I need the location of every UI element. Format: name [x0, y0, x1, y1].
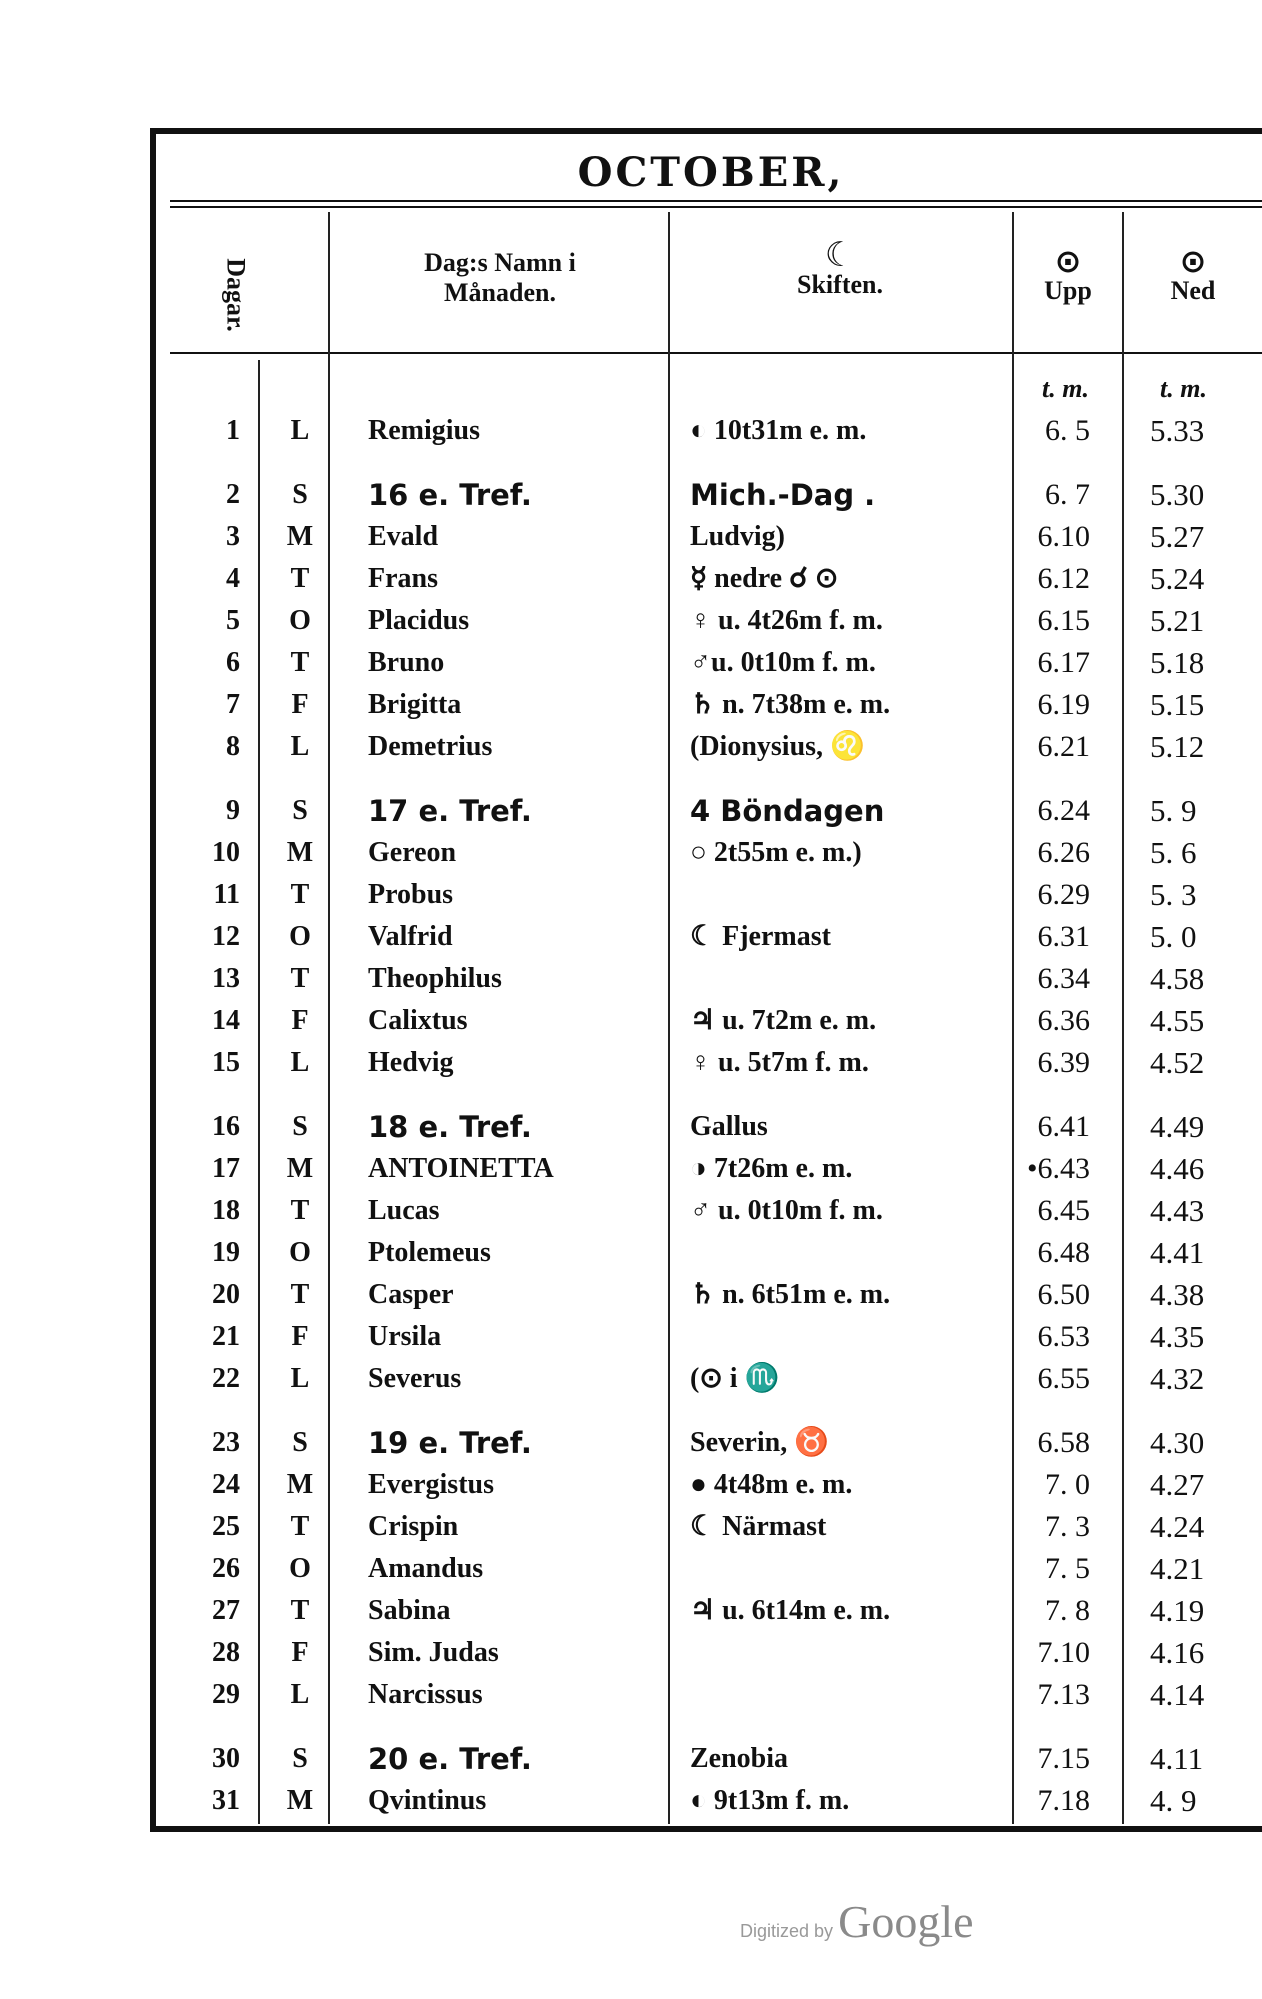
name-of-day: Ursila — [368, 1321, 442, 1352]
sunrise-time: 6.41 — [1037, 1110, 1090, 1143]
sunset-time: 4. 9 — [1150, 1783, 1197, 1818]
weekday: M — [286, 1153, 314, 1184]
weekday: M — [286, 1785, 314, 1816]
day-number: 29 — [212, 1679, 240, 1710]
sunrise-time: 7.13 — [1037, 1678, 1090, 1711]
sun-icon: ⊙ — [1054, 242, 1082, 280]
sun-icon: ⊙ — [1179, 242, 1207, 280]
day-number: 17 — [212, 1153, 240, 1184]
weekday: M — [286, 837, 314, 868]
sunset-time: 5.30 — [1150, 477, 1205, 512]
sunset-time: 4.49 — [1150, 1109, 1205, 1144]
weekday: F — [291, 1005, 309, 1036]
units-set: t. m. — [1160, 374, 1207, 403]
table-row — [170, 600, 1262, 642]
weekday: L — [290, 415, 310, 446]
name-of-day: Narcissus — [368, 1679, 483, 1710]
day-number: 1 — [226, 415, 240, 446]
sunrise-time: 7.18 — [1037, 1784, 1090, 1817]
moon-phase: 4 Böndagen — [690, 794, 885, 828]
sunset-time: 4.55 — [1150, 1003, 1205, 1038]
name-of-day: 19 e. Tref. — [368, 1426, 532, 1460]
sunrise-time: 6.45 — [1037, 1194, 1090, 1227]
name-of-day: Brigitta — [368, 689, 462, 720]
day-number: 27 — [212, 1595, 240, 1626]
day-number: 24 — [212, 1469, 240, 1500]
day-number: 19 — [212, 1237, 240, 1268]
day-number: 16 — [212, 1111, 240, 1142]
sunset-time: 4.14 — [1150, 1677, 1205, 1712]
day-number: 3 — [226, 521, 240, 552]
table-row — [170, 1464, 1262, 1506]
sunset-time: 4.52 — [1150, 1045, 1205, 1080]
weekday: L — [290, 1047, 310, 1078]
weekday: M — [286, 1469, 314, 1500]
table-row — [170, 1042, 1262, 1084]
sunrise-time: 7.10 — [1037, 1636, 1090, 1669]
sunrise-time: 6.34 — [1037, 962, 1090, 995]
sunset-time: 5.21 — [1150, 603, 1205, 638]
divider — [170, 352, 1262, 354]
table-row — [170, 1000, 1262, 1042]
name-of-day: Amandus — [368, 1553, 484, 1584]
weekday: O — [289, 605, 311, 636]
moon-phase: ☾ Närmast — [690, 1511, 827, 1542]
day-number: 8 — [226, 731, 240, 762]
name-of-day: Theophilus — [368, 963, 502, 994]
name-of-day: Casper — [368, 1279, 454, 1310]
day-number: 14 — [212, 1005, 240, 1036]
units-rise: t. m. — [1042, 374, 1089, 403]
name-of-day: Sim. Judas — [368, 1637, 499, 1668]
day-number: 11 — [213, 879, 240, 910]
sunset-time: 4.24 — [1150, 1509, 1205, 1544]
name-of-day: Demetrius — [368, 731, 493, 762]
weekday: L — [290, 731, 310, 762]
sunrise-time: 6.55 — [1037, 1362, 1090, 1395]
moon-phase: Mich.-Dag . — [690, 478, 876, 512]
table-row — [170, 1358, 1262, 1400]
name-of-day: Hedvig — [368, 1047, 454, 1078]
day-number: 7 — [226, 689, 240, 720]
day-number: 15 — [212, 1047, 240, 1078]
moon-phase: Zenobia — [690, 1743, 789, 1774]
day-number: 30 — [212, 1743, 240, 1774]
name-of-day: Sabina — [368, 1595, 451, 1626]
name-of-day: Evergistus — [368, 1469, 494, 1500]
moon-phase: Ludvig) — [690, 521, 785, 552]
name-of-day: ANTOINETTA — [368, 1153, 554, 1184]
name-of-day: Placidus — [368, 605, 470, 636]
sunrise-time: 6.12 — [1037, 562, 1090, 595]
digitized-footer: Digitized by Google — [740, 1896, 974, 1947]
sunset-time: 4.46 — [1150, 1151, 1205, 1186]
sunset-time: 4.35 — [1150, 1319, 1205, 1354]
sunset-time: 5.27 — [1150, 519, 1205, 554]
weekday: F — [291, 1637, 309, 1668]
header-sunset: ⊙ Ned — [1128, 246, 1258, 306]
sunrise-time: 6.53 — [1037, 1320, 1090, 1353]
sunrise-time: 7. 0 — [1045, 1468, 1090, 1501]
sunset-time: 5. 0 — [1150, 919, 1197, 954]
sunrise-time: 7. 8 — [1045, 1594, 1090, 1627]
name-of-day: 16 e. Tref. — [368, 478, 532, 512]
weekday: S — [292, 1111, 308, 1142]
sunrise-time: 7. 5 — [1045, 1552, 1090, 1585]
name-of-day: Valfrid — [368, 921, 453, 952]
day-number: 6 — [226, 647, 240, 678]
name-of-day: Remigius — [368, 415, 480, 446]
table-row — [170, 642, 1262, 684]
sunrise-time: 6.15 — [1037, 604, 1090, 637]
weekday: T — [290, 563, 310, 594]
weekday: O — [289, 1553, 311, 1584]
moon-phase: ● 4t48m e. m. — [690, 1469, 853, 1500]
name-of-day: 18 e. Tref. — [368, 1110, 532, 1144]
weekday: T — [290, 1511, 310, 1542]
moon-phase: ○ 2t55m e. m.) — [690, 837, 862, 868]
day-number: 9 — [226, 795, 240, 826]
day-number: 22 — [212, 1363, 240, 1394]
sunset-time: 4.43 — [1150, 1193, 1205, 1228]
name-of-day: 17 e. Tref. — [368, 794, 532, 828]
day-number: 4 — [226, 563, 240, 594]
moon-phase: ♂ u. 0t10m f. m. — [690, 1195, 883, 1226]
sunrise-time: •6.43 — [1026, 1152, 1090, 1185]
weekday: T — [290, 963, 310, 994]
day-number: 12 — [212, 921, 240, 952]
sunrise-time: 6.50 — [1037, 1278, 1090, 1311]
weekday: F — [291, 689, 309, 720]
sunrise-time: 6.19 — [1037, 688, 1090, 721]
weekday: T — [290, 879, 310, 910]
sunrise-time: 6.48 — [1037, 1236, 1090, 1269]
name-of-day: Severus — [368, 1363, 462, 1394]
sunset-time: 4.32 — [1150, 1361, 1205, 1396]
sunrise-time: 6.36 — [1037, 1004, 1090, 1037]
day-number: 20 — [212, 1279, 240, 1310]
sunrise-time: 6.21 — [1037, 730, 1090, 763]
weekday: L — [290, 1679, 310, 1710]
header-sunrise: ⊙ Upp — [1018, 246, 1118, 306]
table-row — [170, 916, 1262, 958]
name-of-day: Evald — [368, 521, 439, 552]
brand-logo: Google — [838, 1896, 974, 1947]
table-row — [170, 958, 1262, 1000]
day-number: 26 — [212, 1553, 240, 1584]
weekday: S — [292, 795, 308, 826]
table-row — [170, 1506, 1262, 1548]
table-row — [170, 474, 1262, 516]
moon-phase: Severin, ♉ — [690, 1427, 830, 1458]
moon-phase: ♃ u. 7t2m e. m. — [690, 1005, 877, 1036]
sunset-time: 4.30 — [1150, 1425, 1205, 1460]
day-number: 21 — [212, 1321, 240, 1352]
day-number: 2 — [226, 479, 240, 510]
table-row — [170, 832, 1262, 874]
sunset-time: 4.41 — [1150, 1235, 1205, 1270]
moon-phase: ☿ nedre ☌ ⊙ — [690, 563, 839, 594]
day-number: 10 — [212, 837, 240, 868]
weekday: O — [289, 921, 311, 952]
header-names: Dag:s Namn i Månaden. — [424, 248, 576, 307]
sunset-time: 4.58 — [1150, 961, 1205, 996]
weekday: T — [290, 1595, 310, 1626]
table-row — [170, 1106, 1262, 1148]
weekday: S — [292, 1427, 308, 1458]
name-of-day: Lucas — [368, 1195, 440, 1226]
table-row — [170, 726, 1262, 768]
moon-phase: ◑ 7t26m e. m. — [690, 1153, 853, 1184]
moon-phase: ◐ 9t13m f. m. — [690, 1785, 850, 1816]
table-row — [170, 1190, 1262, 1232]
weekday: T — [290, 1195, 310, 1226]
name-of-day: Gereon — [368, 837, 457, 868]
table-row — [170, 790, 1262, 832]
moon-phase: ♄ n. 6t51m e. m. — [690, 1279, 891, 1310]
page-title: OCTOBER, — [577, 149, 845, 196]
sunrise-time: 6.39 — [1037, 1046, 1090, 1079]
header-moon: ☾ Skiften. — [680, 240, 1000, 300]
sunrise-time: 6.58 — [1037, 1426, 1090, 1459]
table-row — [170, 1232, 1262, 1274]
weekday: S — [292, 1743, 308, 1774]
sunset-time: 5. 6 — [1150, 835, 1197, 870]
table-row — [170, 1274, 1262, 1316]
moon-phase: ☾ Fjermast — [690, 921, 831, 952]
day-number: 18 — [212, 1195, 240, 1226]
day-number: 23 — [212, 1427, 240, 1458]
table-row — [170, 1548, 1262, 1590]
name-of-day: Qvintinus — [368, 1785, 487, 1816]
weekday: S — [292, 479, 308, 510]
moon-phase: ♄ n. 7t38m e. m. — [690, 689, 891, 720]
divider — [170, 206, 1262, 208]
table-row — [170, 1780, 1262, 1822]
moon-phase: Gallus — [690, 1111, 768, 1142]
name-of-day: Ptolemeus — [368, 1237, 491, 1268]
table-row — [170, 1148, 1262, 1190]
weekday: L — [290, 1363, 310, 1394]
sunrise-time: 6.29 — [1037, 878, 1090, 911]
weekday: F — [291, 1321, 309, 1352]
table-row — [170, 1590, 1262, 1632]
moon-phase: ♃ u. 6t14m e. m. — [690, 1595, 891, 1626]
sunrise-time: 7. 3 — [1045, 1510, 1090, 1543]
moon-phase: ♂u. 0t10m f. m. — [690, 647, 876, 678]
name-of-day: Bruno — [368, 647, 445, 678]
table-row — [170, 410, 1262, 452]
sunset-time: 4.27 — [1150, 1467, 1205, 1502]
weekday: M — [286, 521, 314, 552]
moon-phase: ♀ u. 4t26m f. m. — [690, 605, 883, 636]
sunrise-time: 6. 5 — [1045, 414, 1090, 447]
table-row — [170, 1316, 1262, 1358]
sunset-time: 5.15 — [1150, 687, 1205, 722]
sunset-time: 5.24 — [1150, 561, 1205, 596]
moon-icon: ☾ — [824, 235, 856, 275]
header-days: Dagar. — [222, 258, 251, 332]
sunrise-time: 6.31 — [1037, 920, 1090, 953]
moon-phase: ♀ u. 5t7m f. m. — [690, 1047, 869, 1078]
moon-phase: (Dionysius, ♌ — [690, 731, 865, 762]
sunset-time: 5.33 — [1150, 413, 1205, 448]
table-row — [170, 516, 1262, 558]
sunset-time: 4.16 — [1150, 1635, 1205, 1670]
name-of-day: Probus — [368, 879, 454, 910]
sunset-time: 5.18 — [1150, 645, 1205, 680]
name-of-day: 20 e. Tref. — [368, 1742, 532, 1776]
sunrise-time: 6.24 — [1037, 794, 1090, 827]
weekday: T — [290, 647, 310, 678]
day-number: 13 — [212, 963, 240, 994]
sunset-time: 5. 9 — [1150, 793, 1197, 828]
sunrise-time: 6. 7 — [1045, 478, 1090, 511]
table-row — [170, 874, 1262, 916]
table-row — [170, 1632, 1262, 1674]
name-of-day: Frans — [368, 563, 438, 594]
day-number: 31 — [212, 1785, 240, 1816]
table-row — [170, 1422, 1262, 1464]
sunset-time: 5. 3 — [1150, 877, 1197, 912]
sunset-time: 4.19 — [1150, 1593, 1205, 1628]
sunrise-time: 6.17 — [1037, 646, 1090, 679]
weekday: T — [290, 1279, 310, 1310]
day-number: 5 — [226, 605, 240, 636]
day-number: 28 — [212, 1637, 240, 1668]
sunset-time: 5.12 — [1150, 729, 1205, 764]
sunrise-time: 6.10 — [1037, 520, 1090, 553]
sunrise-time: 6.26 — [1037, 836, 1090, 869]
table-row — [170, 684, 1262, 726]
sunset-time: 4.38 — [1150, 1277, 1205, 1312]
divider — [170, 200, 1262, 202]
sunrise-time: 7.15 — [1037, 1742, 1090, 1775]
sunset-time: 4.11 — [1150, 1741, 1204, 1776]
table-row — [170, 1674, 1262, 1716]
name-of-day: Crispin — [368, 1511, 459, 1542]
day-number: 25 — [212, 1511, 240, 1542]
name-of-day: Calixtus — [368, 1005, 468, 1036]
weekday: O — [289, 1237, 311, 1268]
table-row — [170, 558, 1262, 600]
table-row — [170, 1738, 1262, 1780]
sunset-time: 4.21 — [1150, 1551, 1205, 1586]
moon-phase: ◐ 10t31m e. m. — [690, 415, 867, 446]
moon-phase: (⊙ i ♏ — [690, 1363, 780, 1394]
